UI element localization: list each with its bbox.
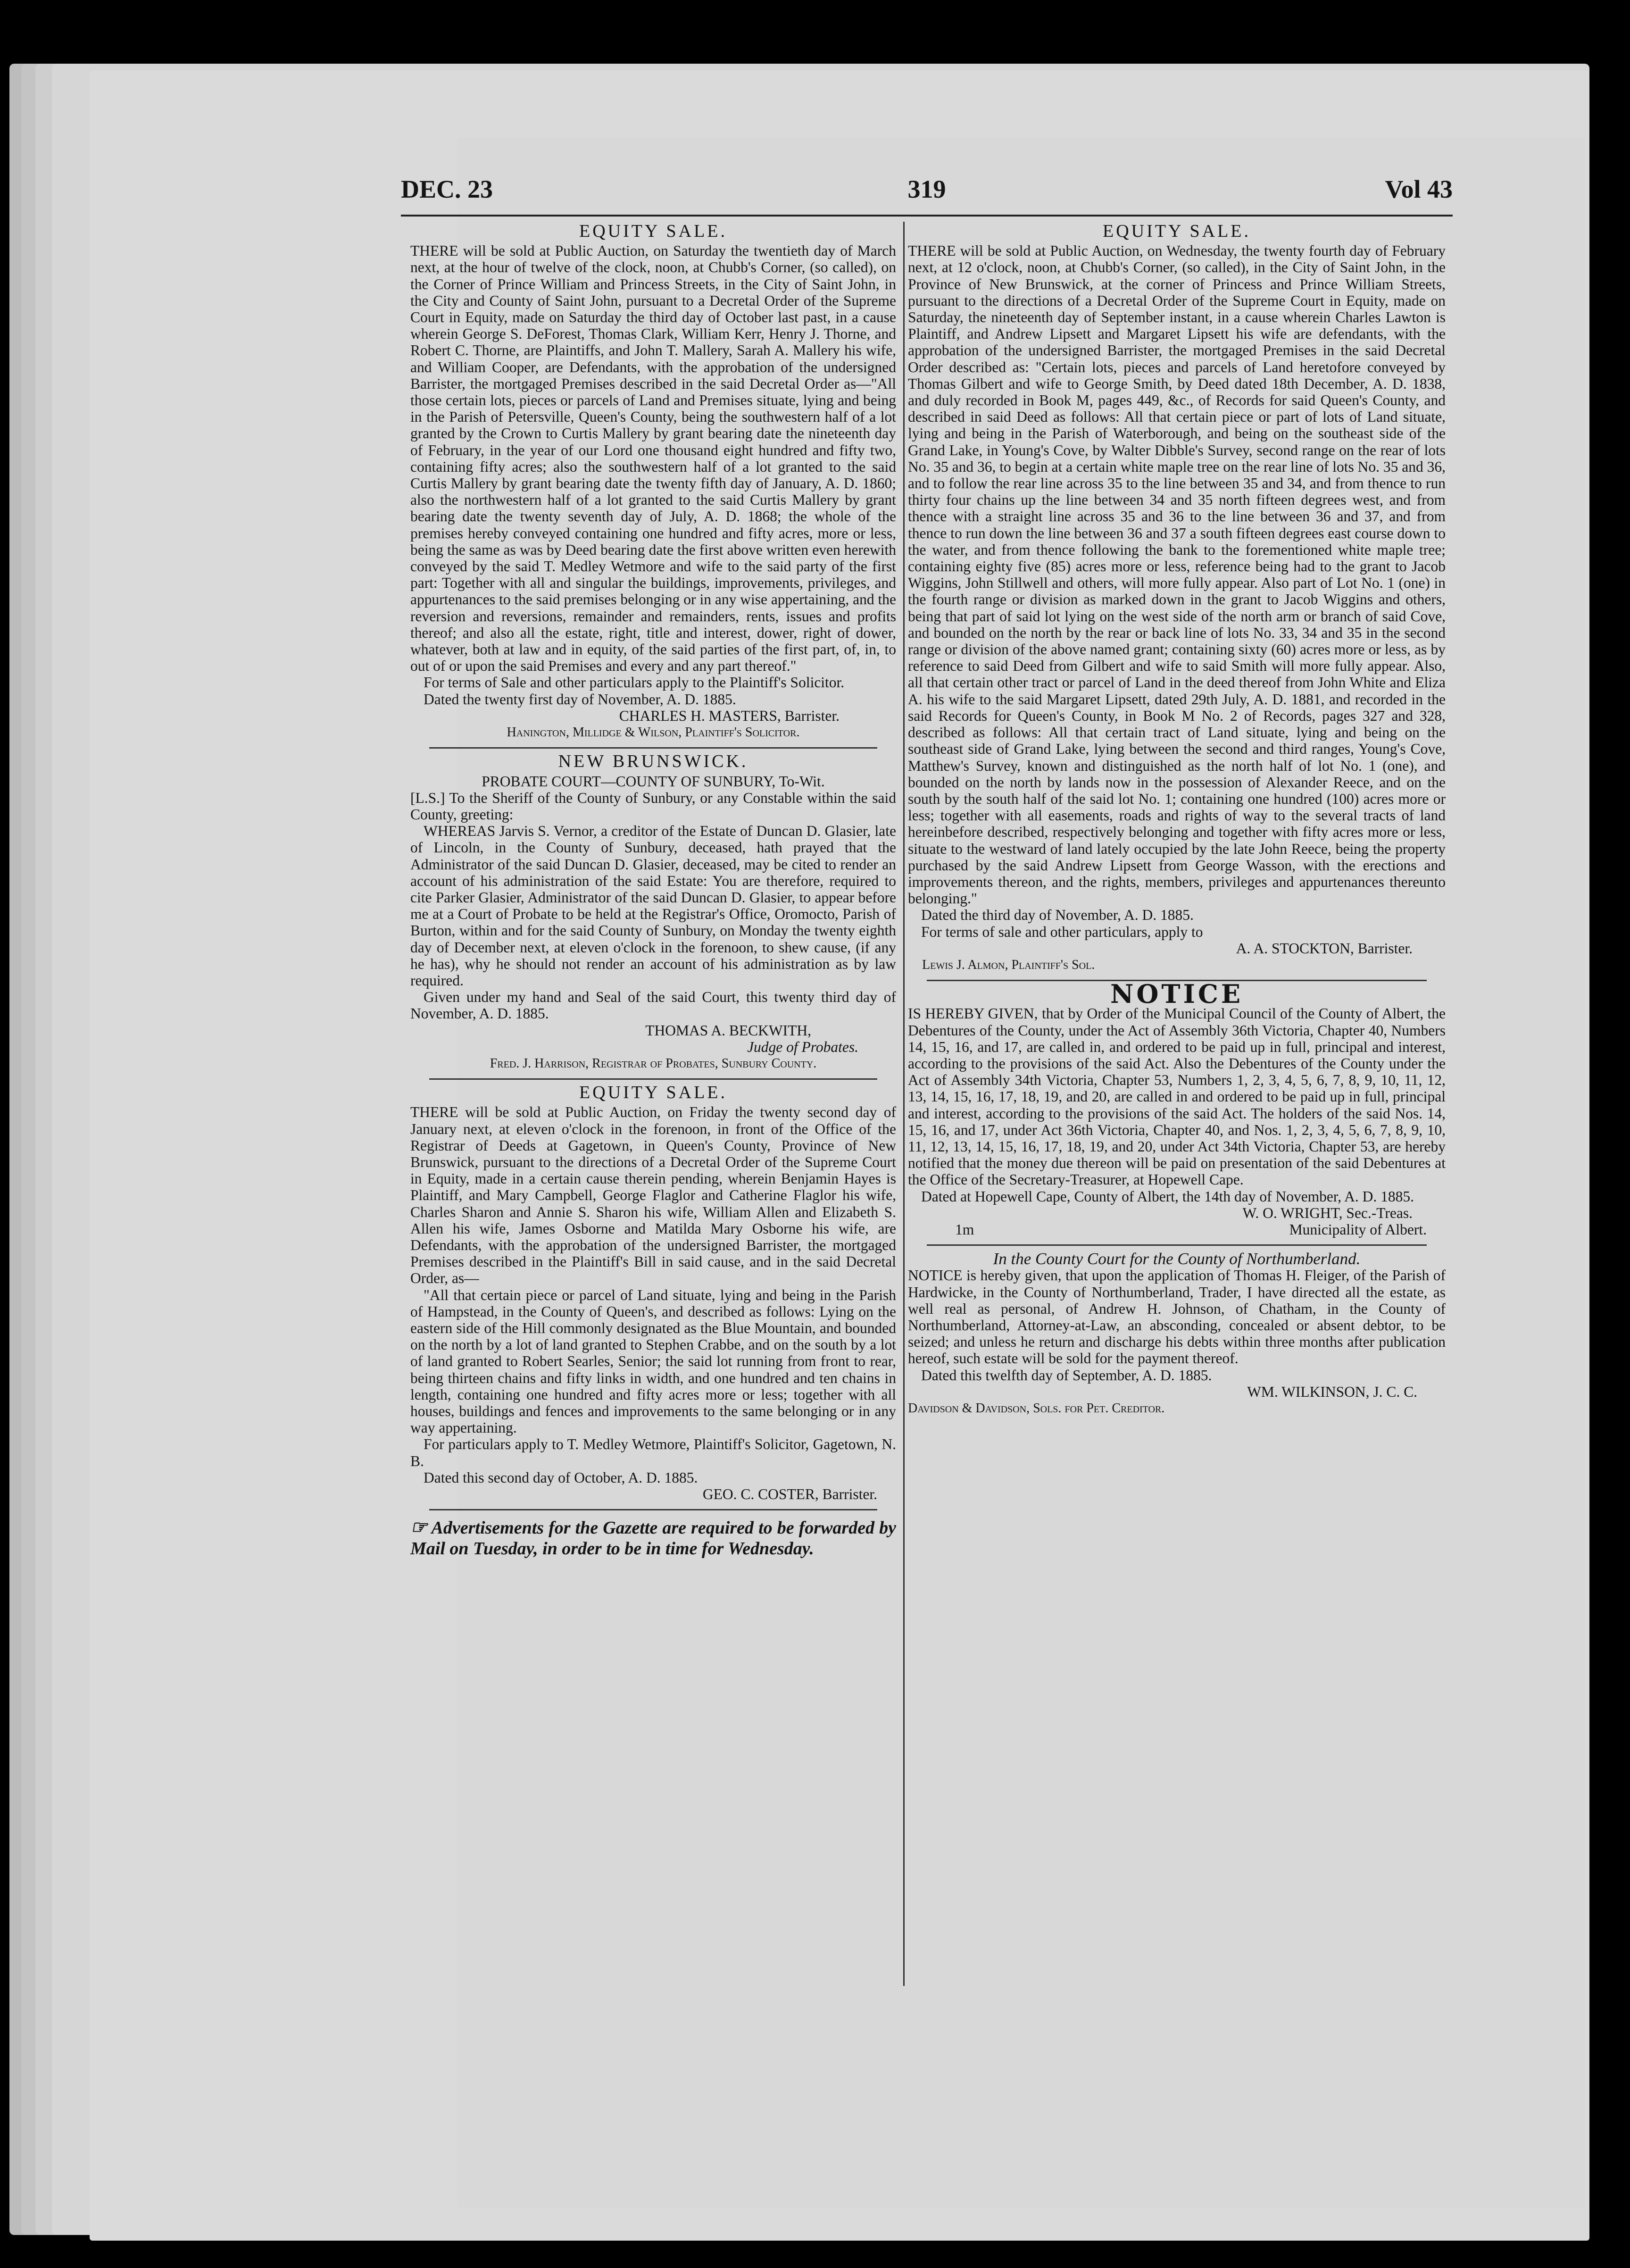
registrar-name: Fred. J. Harrison, Registrar of Probates, Sunbury County.	[490, 1056, 817, 1071]
court-name: PROBATE COURT—COUNTY OF SUNBURY, To-Wit.	[482, 773, 825, 790]
notice-signer: W. O. WRIGHT, Sec.-Treas.	[1242, 1204, 1413, 1221]
notice-footer	[908, 1221, 1446, 1238]
northumberland-court-notice	[908, 1251, 1446, 1417]
notice-body: WHEREAS Jarvis S. Vernor, a creditor of the Estate of Duncan D. Glasier, late of Lincoln, in the County of Sunbury, deceased, hath prayed that the Administrator of the said Duncan D. Glasier, deceased, may be cited to render an account of his administration of the said Estate: You are therefore, required to cite Parker Glasier, Administrator of the said Duncan D. Glasier, to appear before me at a Court of Probate to be held at the Registrar's Office, Oromocto, Parish of Burton, within and for the said County of Sunbury, on Monday the twenty eighth day of December next, at eleven o'clock in the forenoon, to shew cause, (if any he has), why he should not render an account of his administration as by law required.	[410, 823, 896, 989]
notice-body: THERE will be sold at Public Auction, on Friday the twenty second day of January next, at eleven o'clock in the forenoon, in front of the Office of the Registrar of Deeds at Gagetown, in Queen's County, Province of New Brunswick, pursuant to the directions of a Decretal Order of the Supreme Court in Equity, made in a certain cause therein pending, wherein Benjamin Hayes is Plaintiff, and Mary Campbell, George Flaglor and Catherine Flaglor his wife, Charles Sharon and Annie S. Sharon his wife, William Allen and Elizabeth S. Allen his wife, James Osborne and Matilda Mary Osborne his wife, are Defendants, with the approbation of the undersigned Barrister, the mortgaged Premises described in the Plaintiff's Bill in said cause, and in the said Decretal Order, as—	[410, 1104, 896, 1287]
column-rule	[903, 222, 905, 1986]
notice-heading: NEW BRUNSWICK.	[558, 751, 748, 772]
notice-body: IS HEREBY GIVEN, that by Order of the Municipal Council of the County of Albert, the Debentures of the County, under the Act of Assembly 36th Victoria, Chapter 40, Numbers 14, 15, 16, and 17, are called in, and ordered to be paid up in full, principal and interest, according to the provisions of the said Act. Also the Debentures of the County under the Act of Assembly 34th Victoria, Chapter 53, Numbers 1, 2, 3, 4, 5, 6, 7, 8, 9, 10, 11, 12, 13, 14, 15, 16, 17, 18, 19, and 20, are called in and ordered to be paid up in full, principal and interest, according to the provisions of the said Act. The holders of the said Nos. 14, 15, 16, and 17, under Act 36th Victoria, Chapter 40, and Nos. 1, 2, 3, 4, 5, 6, 7, 8, 9, 10, 11, 12, 13, 14, 15, 16, 17, 18, 19, and 20, under Act 34th Victoria, Chapter 53, are hereby notified that the money due thereon will be paid on presentation of the said Debentures at the Office of the Secretary-Treasurer, at Hopewell Cape.	[908, 1005, 1446, 1188]
notice-dated: Dated this twelfth day of September, A. D. 1885.	[921, 1367, 1212, 1384]
header-rule	[401, 215, 1453, 217]
notice-heading: EQUITY SALE.	[1103, 221, 1251, 241]
insertion-term: 1m	[955, 1221, 974, 1238]
notice-terms: For particulars apply to T. Medley Wetmore, Plaintiff's Solicitor, Gagetown, N. B.	[410, 1436, 896, 1469]
judge-title: Judge of Probates.	[747, 1038, 858, 1055]
notice-terms: For terms of sale and other particulars, apply to	[921, 923, 1203, 940]
notice-signer: A. A. STOCKTON, Barrister.	[1236, 940, 1413, 957]
given-under-seal: Given under my hand and Seal of the said Court, this twenty third day of November, A. D. 1885.	[410, 989, 896, 1022]
notice-heading: EQUITY SALE.	[579, 221, 727, 241]
notice-signer: CHARLES H. MASTERS, Barrister.	[619, 707, 840, 724]
page-number: 319	[907, 175, 946, 203]
notice-body: THERE will be sold at Public Auction, on Wednesday, the twenty fourth day of February next, at 12 o'clock, noon, at Chubb's Corner, (so called), in the City of Saint John, in the Province of New Brunswick, at the corner of Princess and Prince William Streets, pursuant to the directions of a Decretal Order of the Supreme Court in Equity, made on Saturday, the nineteenth day of September instant, in a cause wherein Charles Lawton is Plaintiff, and Andrew Lipsett and Margaret Lipsett his wife are defendants, with the approbation of the undersigned Barrister, the mortgaged Premises in the said Decretal Order described as: "Certain lots, pieces and parcels of Land heretofore conveyed by Thomas Gilbert and wife to George Smith, by Deed dated 18th December, A. D. 1838, and duly recorded in Book M, pages 449, &c., of Records for said Queen's County, and described in said Deed as follows: All that certain piece or part of lots of Land situate, lying and being in the Parish of Waterborough, and being on the southeast side of the Grand Lake, in Young's Cove, by Walter Dibble's Survey, second range on the rear of lots No. 35 and 36, to begin at a certain white maple tree on the rear line of lots No. 35 and 36, and to follow the rear line across 35 to the line between 35 and 34, and from thence to run thirty four chains up the line between 34 and 35 north fifteen degrees west, and from thence with a straight line across 35 and 36 to the line between 36 and 37, and from thence to run down the line between 36 and 37 a south fifteen degrees east course down to the water, and from thence following the bank to the forementioned white maple tree; containing eighty five (85) acres more or less, reference being had to the grant to Jacob Wiggins, John Stillwell and others, will more fully appear. Also part of Lot No. 1 (one) in the fourth range or division as marked down in the grant to Jacob Wiggins and others, being that part of said lot lying on the west side of the north arm or branch of said Cove, and bounded on the north by the rear or back line of lots No. 33, 34 and 35 in the second range or division of the above named grant; containing sixty (60) acres more or less, as by reference to said Deed from Gilbert and wife to said Smith will more fully appear. Also, all that certain other tract or parcel of Land in the deed thereof from John White and Eliza A. his wife to the said Margaret Lipsett, dated 29th July, A. D. 1881, and recorded in the said Records for Queen's County, in Book M No. 2 of Records, pages 327 and 328, described as follows: All that certain tract of Land situate, lying and being on the southeast side of Grand Lake, lying between the second and third ranges, Young's Cove, Matthew's Survey, known and distinguished as the north half of lot No. 1 (one), and bounded on the north by lands now in the possession of Alexander Reece, and on the south by the south half of the said lot No. 1; containing one hundred (100) acres more or less; together with all easements, roads and rights of way to the several tracts of land hereinbefore described, respectively belonging and together with fifty acres more or less, situate to the westward of land lately occupied by the late John Reece, being the property purchased by the said Andrew Lipsett from George Wasson, with the erections and improvements thereon, and the rights, members, privileges and appurtenances thereunto belonging."	[908, 242, 1446, 907]
notice-signer: GEO. C. COSTER, Barrister.	[702, 1486, 877, 1503]
divider	[429, 1078, 877, 1080]
albert-debenture-notice	[908, 979, 1446, 1238]
notice-terms: For terms of Sale and other particulars apply to the Plaintiff's Solicitor.	[424, 674, 845, 691]
notice-body: NOTICE is hereby given, that upon the application of Thomas H. Fleiger, of the Parish of Hardwicke, in the County of Northumberland, Trader, I have directed all the estate, as well real as personal, of Andrew H. Johnson, of Chatham, in the County of Northumberland, Attorney-at-Law, an absconding, concealed or absent debtor, to be seized; and unless he return and discharge his debts within three months after publication hereof, such estate will be sold for the payment thereof.	[908, 1267, 1446, 1367]
left-column	[410, 219, 896, 1559]
notice-dated: Dated this second day of October, A. D. 1885.	[424, 1469, 698, 1486]
notice-dated: Dated at Hopewell Cape, County of Albert, the 14th day of November, A. D. 1885.	[921, 1188, 1414, 1205]
municipality-name: Municipality of Albert.	[1289, 1221, 1427, 1238]
notice-solicitor: Lewis J. Almon, Plaintiff's Sol.	[922, 957, 1095, 972]
divider	[429, 1509, 877, 1510]
divider	[927, 1244, 1427, 1246]
notice-heading: In the County Court for the County of Northumberland.	[993, 1250, 1361, 1268]
right-column	[908, 219, 1446, 1417]
running-header	[401, 175, 1453, 208]
judge-name: THOMAS A. BECKWITH,	[645, 1022, 811, 1039]
notice-solicitor: Hanington, Millidge & Wilson, Plaintiff's Solicitor.	[507, 725, 800, 740]
divider	[429, 747, 877, 749]
probate-citation	[410, 753, 896, 1072]
advertisement-deadline: ☞ Advertisements for the Gazette are required to be forwarded by Mail on Tuesday, in order to be in time for Wednesday.	[410, 1517, 896, 1559]
notice-heading: NOTICE	[1110, 979, 1243, 1009]
notice-body: THERE will be sold at Public Auction, on Saturday the twentieth day of March next, at the hour of twelve of the clock, noon, at Chubb's Corner, (so called), on the Corner of Prince William and Princess Streets, in the City of Saint John, in the City and County of Saint John, pursuant to a Decretal Order of the Supreme Court in Equity, made on Saturday the third day of October last past, in a cause wherein George S. DeForest, Thomas Clark, William Kerr, Henry J. Thorne, and Robert C. Thorne, are Plaintiffs, and John T. Mallery, Sarah A. Mallery his wife, and William Cooper, are Defendants, with the approbation of the undersigned Barrister, the mortgaged Premises described in the said Decretal Order as—"All those certain lots, pieces or parcels of Land and Premises situate, lying and being in the Parish of Petersville, Queen's County, being the southwestern half of a lot granted by the Crown to Curtis Mallery by grant bearing date the nineteenth day of February, in the year of our Lord one thousand eight hundred and fifty two, containing fifty acres; also the southwestern half of a lot granted to the said Curtis Mallery by grant bearing date the twenty fifth day of January, A. D. 1860; also the northwestern half of a lot granted to the said Curtis Mallery by grant bearing date the twenty seventh day of July, A. D. 1868; the whole of the premises hereby conveyed containing one hundred and fifty acres, more or less, being the same as was by Deed bearing date the first above written even herewith conveyed by the said T. Medley Wetmore and wife to the said party of the first part: Together with all and singular the buildings, improvements, privileges, and appurtenances to the said premises belonging or in any wise appertaining, and the reversion and reversions, remainder and remainders, rents, issues and profits thereof; and also all the estate, right, title and interest, dower, right of dower, whatever, both at law and in equity, of the said parties of the first part, of, in, to out of or upon the said Premises and every and any part thereof."	[410, 242, 896, 675]
property-description: "All that certain piece or parcel of Land situate, lying and being in the Parish of Hampstead, in the County of Queen's, and described as follows: Lying on the eastern side of the Hill commonly designated as the Blue Mountain, and bounded on the north by a lot of land granted to Stephen Crabbe, and on the south by a lot of land granted to Robert Searles, Senior; the said lot running from front to rear, being thirteen chains and fifty links in width, and one hundred and ten chains in length, containing one hundred and fifty acres more or less; together with all houses, buildings and fences and improvements to the same belonging or in any way appertaining.	[410, 1286, 896, 1436]
equity-sale-notice-1	[410, 223, 896, 741]
notice-heading: EQUITY SALE.	[579, 1083, 727, 1103]
seal-mark: [L.S.]	[410, 789, 445, 806]
pointing-hand-icon: ☞	[410, 1517, 427, 1538]
volume-number: Vol 43	[1385, 175, 1453, 203]
notice-signer: WM. WILKINSON, J. C. C.	[1247, 1383, 1417, 1400]
equity-sale-notice-3	[908, 223, 1446, 973]
notice-dated: Dated the twenty first day of November, A. D. 1885.	[424, 691, 736, 708]
equity-sale-notice-2	[410, 1084, 896, 1502]
notice-solicitor: Davidson & Davidson, Sols. for Pet. Creditor.	[908, 1401, 1165, 1416]
court-address: [L.S.] To the Sheriff of the County of Sunbury, or any Constable within the said County, greeting:	[410, 789, 896, 823]
issue-date: DEC. 23	[401, 175, 493, 203]
notice-dated: Dated the third day of November, A. D. 1885.	[921, 907, 1194, 924]
